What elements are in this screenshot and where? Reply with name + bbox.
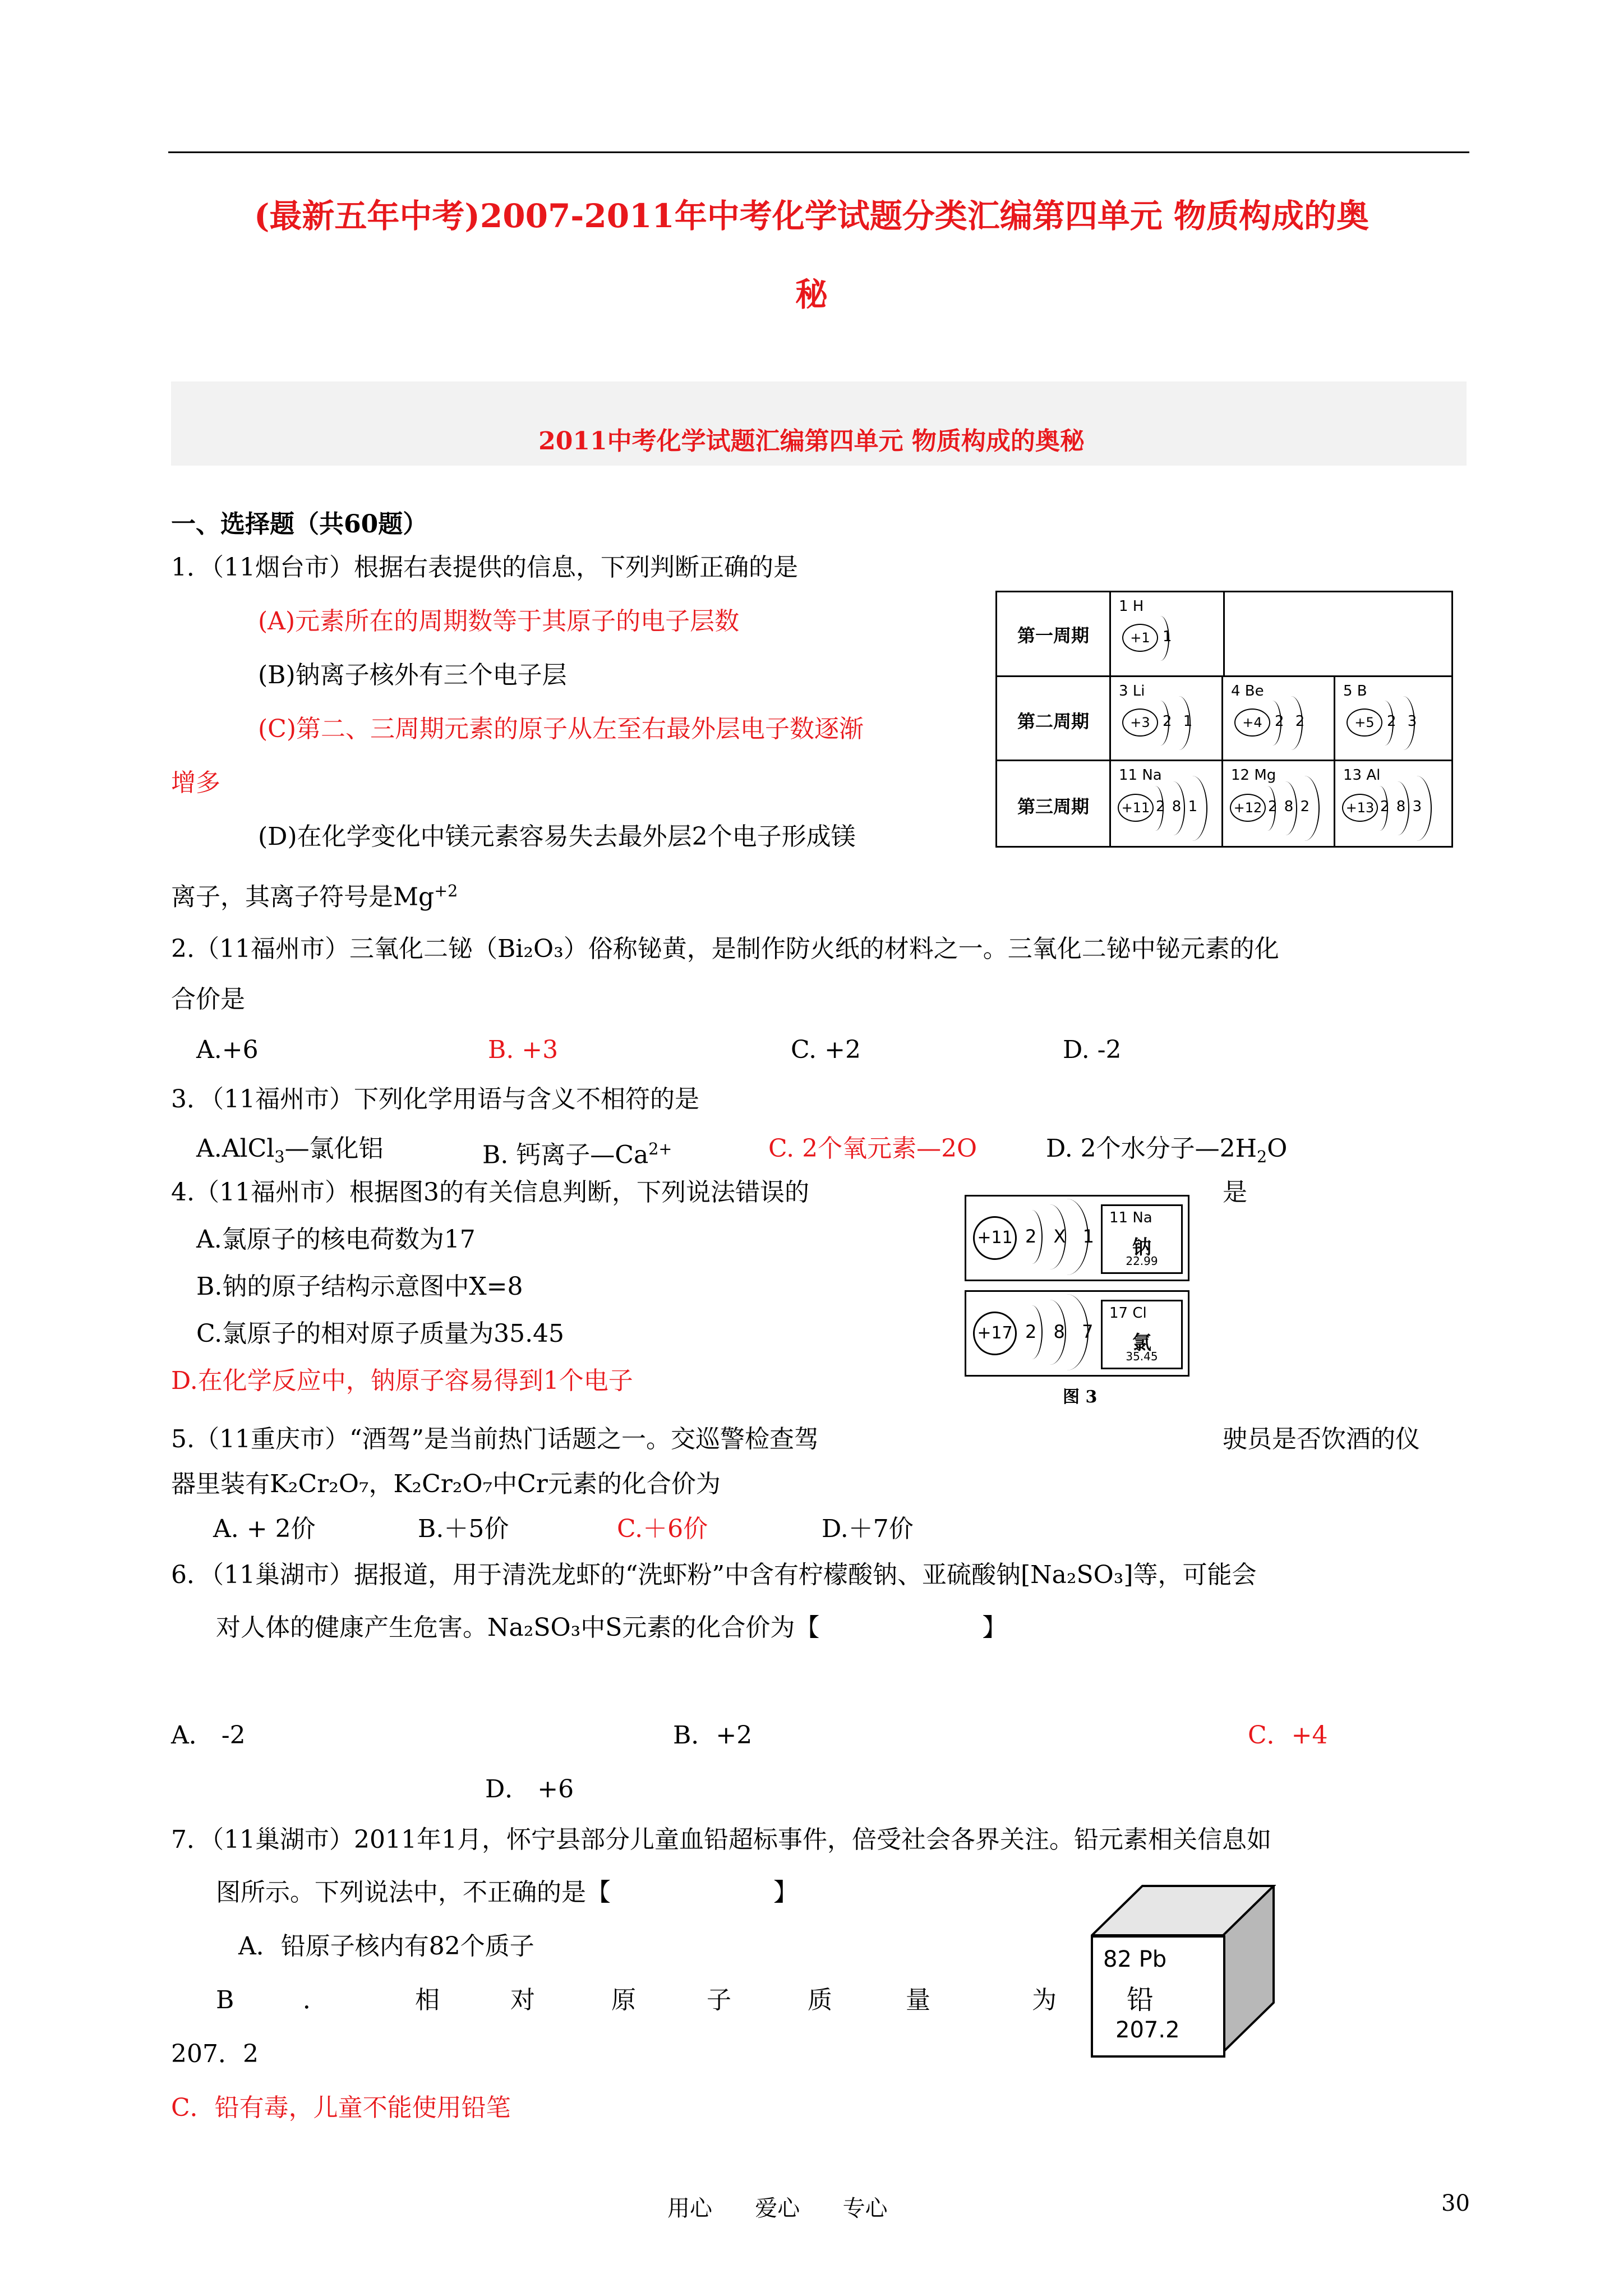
- q7-stem-line2: 图所示。下列说法中，不正确的是【 】: [216, 1878, 798, 1907]
- electron-shells: 2 8 1: [1156, 798, 1199, 815]
- q1-stem: 1．（11烟台市）根据右表提供的信息，下列判断正确的是: [171, 553, 798, 582]
- element-cell-mg: [1221, 761, 1335, 848]
- periodic-table-figure: [995, 591, 1453, 848]
- q4-stem: 4.（11福州市）根据图3的有关信息判断，下列说法错误的: [171, 1178, 809, 1207]
- q7-option-b-char: 原: [611, 1986, 636, 2014]
- q3-stem: 3．（11福州市）下列化学用语与含义不相符的是: [171, 1085, 699, 1114]
- nucleus-charge: +5: [1347, 708, 1382, 737]
- q7-option-b-char: ．: [303, 1986, 328, 2014]
- q1-option-b: (B)钠离子核外有三个电子层: [258, 661, 567, 689]
- q3-option-b: B. 钙离子$—Ca^{2+}$: [482, 1139, 672, 1170]
- q7-stem-line1: 7．（11巢湖市）2011年1月，怀宁县部分儿童血铅超标事件，倍受社会各界关注。铅元素相关信息如: [171, 1825, 1271, 1854]
- element-cell-h: [1109, 592, 1225, 675]
- cube-front-face: [1091, 1935, 1225, 2058]
- element-number-symbol: 17 Cl: [1109, 1305, 1147, 1322]
- nucleus-charge: +11: [973, 1216, 1017, 1260]
- q4-option-b: B.钠的原子结构示意图中X=8: [196, 1272, 523, 1301]
- element-cell-al: [1334, 761, 1451, 848]
- figure-caption: 图 3: [1063, 1387, 1098, 1407]
- shell-arc: [1177, 776, 1207, 841]
- ptable-row-label: 第三周期: [1017, 796, 1089, 817]
- q6-stem-line1: 6．（11巢湖市）据报道，用于清洗龙虾的“洗虾粉”中含有柠檬酸钠、亚硫酸钠[Na₂SO₃]等，可能会: [171, 1561, 1257, 1589]
- element-card-na: [1101, 1204, 1183, 1274]
- q2-option-c: C. +2: [791, 1036, 861, 1064]
- lead-element-cube: [1091, 1885, 1276, 2053]
- q1-option-c-line2: 增多: [171, 769, 220, 797]
- q6-option-b: B．+2: [673, 1721, 753, 1750]
- element-name: 氯: [1132, 1332, 1151, 1354]
- shell-arc: [1151, 616, 1169, 661]
- footer-motto: 用心 爱心 专心: [667, 2196, 888, 2221]
- element-symbol: 5 B: [1343, 683, 1367, 700]
- element-name: 钠: [1132, 1236, 1151, 1259]
- nucleus-charge: +17: [973, 1312, 1017, 1355]
- q1-option-a: (A)元素所在的周期数等于其原子的电子层数: [258, 607, 740, 636]
- page-number: 30: [1441, 2191, 1470, 2216]
- q1-option-c-line1: (C)第二、三周期元素的原子从左至右最外层电子数逐渐: [258, 715, 864, 743]
- electron-shells: 2 X 1: [1025, 1226, 1100, 1247]
- element-symbol: 12 Mg: [1231, 767, 1276, 784]
- chlorine-diagram: [965, 1290, 1189, 1377]
- shell-arc: [1391, 696, 1415, 750]
- element-symbol: 13 Al: [1343, 767, 1381, 784]
- q5-option-b: B.＋5价: [418, 1515, 509, 1543]
- q2-stem-line2: 合价是: [171, 985, 245, 1014]
- nucleus-charge: +4: [1234, 708, 1270, 737]
- electron-shells: 1: [1163, 628, 1175, 645]
- q3-option-c: C. 2个氧元素—2O: [768, 1134, 978, 1163]
- shell-arc: [1279, 696, 1303, 750]
- q3-option-d: D. 2个水分子$—2H_2O$: [1046, 1134, 1288, 1166]
- element-name: 铅: [1127, 1984, 1154, 2016]
- q7-option-b-char: 为: [1032, 1986, 1057, 2014]
- electron-shells: 2 8 3: [1380, 798, 1423, 815]
- q6-option-d: D． +6: [485, 1775, 574, 1803]
- atomic-mass: 35.45: [1126, 1350, 1158, 1363]
- q4-option-a: A.氯原子的核电荷数为17: [196, 1225, 476, 1254]
- q5-stem-line2: 器里装有K₂Cr₂O₇，K₂Cr₂O₇中Cr元素的化合价为: [171, 1470, 721, 1498]
- q7-option-b-char: B: [216, 1986, 234, 2014]
- q5-option-a: A. + 2价: [213, 1515, 316, 1543]
- q3-option-a: A.AlCl$_3$—氯化铝: [196, 1134, 384, 1166]
- q6-stem-line2: 对人体的健康产生危害。Na₂SO₃中S元素的化合价为【 】: [216, 1613, 1007, 1642]
- ptable-row-label: 第二周期: [1017, 711, 1089, 732]
- q6-option-a: A． -2: [171, 1721, 246, 1750]
- shell-arc: [1289, 776, 1320, 841]
- shell-arc: [1167, 696, 1191, 750]
- ptable-row-period1: [997, 592, 1451, 675]
- q7-option-b-char: 量: [906, 1986, 930, 2014]
- q7-option-a: A．铅原子核内有82个质子: [238, 1932, 534, 1961]
- element-symbol: 4 Be: [1231, 683, 1264, 700]
- document-title-line1: (最新五年中考)2007-2011年中考化学试题分类汇编第四单元 物质构成的奥: [253, 197, 1369, 235]
- electron-shells: 2 1: [1163, 713, 1196, 730]
- element-cell-b: [1334, 677, 1451, 761]
- q2-option-a: A.+6: [196, 1036, 259, 1064]
- ptable-row-label: 第一周期: [1017, 625, 1089, 646]
- element-symbol: 11 Na: [1119, 767, 1162, 784]
- shell-arc: [1401, 776, 1432, 841]
- ptable-row-period2: [997, 675, 1451, 761]
- element-card-cl: [1101, 1300, 1183, 1369]
- nucleus-charge: +1: [1122, 624, 1158, 652]
- q2-stem-line1: 2.（11福州市）三氧化二铋（Bi₂O₃）俗称铋黄，是制作防火纸的材料之一。三氧化二铋中铋元素的化: [171, 935, 1279, 963]
- ptable-row-period3: [997, 760, 1451, 848]
- document-subtitle: 2011中考化学试题汇编第四单元 物质构成的奥秘: [538, 427, 1085, 455]
- element-number-symbol: 82 Pb: [1103, 1947, 1167, 1972]
- q7-option-b-char: 子: [707, 1986, 731, 2014]
- nucleus-charge: +12: [1230, 794, 1266, 822]
- q7-option-c: C．铅有毒，儿童不能使用铅笔: [171, 2093, 511, 2122]
- nucleus-charge: +3: [1122, 708, 1158, 737]
- electron-shells: 2 2: [1275, 713, 1308, 730]
- q7-option-b-char: 质: [808, 1986, 832, 2014]
- electron-shells: 2 3: [1387, 713, 1421, 730]
- q6-option-c: C．+4: [1248, 1721, 1328, 1750]
- element-cell-li: [1109, 677, 1223, 761]
- sodium-diagram: [965, 1195, 1189, 1281]
- nucleus-charge: +11: [1118, 794, 1154, 822]
- nucleus-charge: +13: [1342, 794, 1378, 822]
- q4-option-c: C.氯原子的相对原子质量为35.45: [196, 1319, 565, 1348]
- element-symbol: 3 Li: [1119, 683, 1145, 700]
- q7-option-b-line2: 207．2: [171, 2040, 259, 2068]
- q7-option-b-char: 相: [415, 1986, 440, 2014]
- q5-stem-line1-end: 驶员是否饮酒的仪: [1223, 1425, 1420, 1453]
- electron-shells: 2 8 7: [1025, 1321, 1099, 1342]
- element-cell-be: [1221, 677, 1335, 761]
- document-title-line2: 秘: [795, 275, 828, 314]
- q4-option-d: D.在化学反应中，钠原子容易得到1个电子: [171, 1366, 633, 1395]
- element-symbol: 1 H: [1119, 598, 1144, 615]
- q5-option-d: D.＋7价: [822, 1515, 914, 1543]
- q5-option-c: C.＋6价: [617, 1515, 708, 1543]
- q1-option-d-line1: (D)在化学变化中镁元素容易失去最外层2个电子形成镁: [258, 822, 856, 851]
- figure-3: [965, 1195, 1186, 1411]
- header-rule: [168, 151, 1469, 153]
- q1-option-d-line2: 离子，其离子符号是$Mg^{+2}$: [171, 881, 458, 912]
- element-number-symbol: 11 Na: [1109, 1209, 1152, 1226]
- atomic-mass: 22.99: [1126, 1254, 1158, 1268]
- atomic-mass: 207.2: [1115, 2017, 1180, 2043]
- q2-option-b: B. +3: [488, 1036, 559, 1064]
- q5-stem-line1: 5.（11重庆市）“酒驾”是当前热门话题之一。交巡警检查驾: [171, 1425, 819, 1453]
- q2-option-d: D. -2: [1063, 1036, 1122, 1064]
- element-cell-na: [1109, 761, 1223, 848]
- q7-option-b-char: 对: [510, 1986, 535, 2014]
- electron-shells: 2 8 2: [1268, 798, 1311, 815]
- q4-stem-end: 是: [1223, 1178, 1247, 1207]
- section-heading: 一、选择题（共60题）: [171, 510, 428, 539]
